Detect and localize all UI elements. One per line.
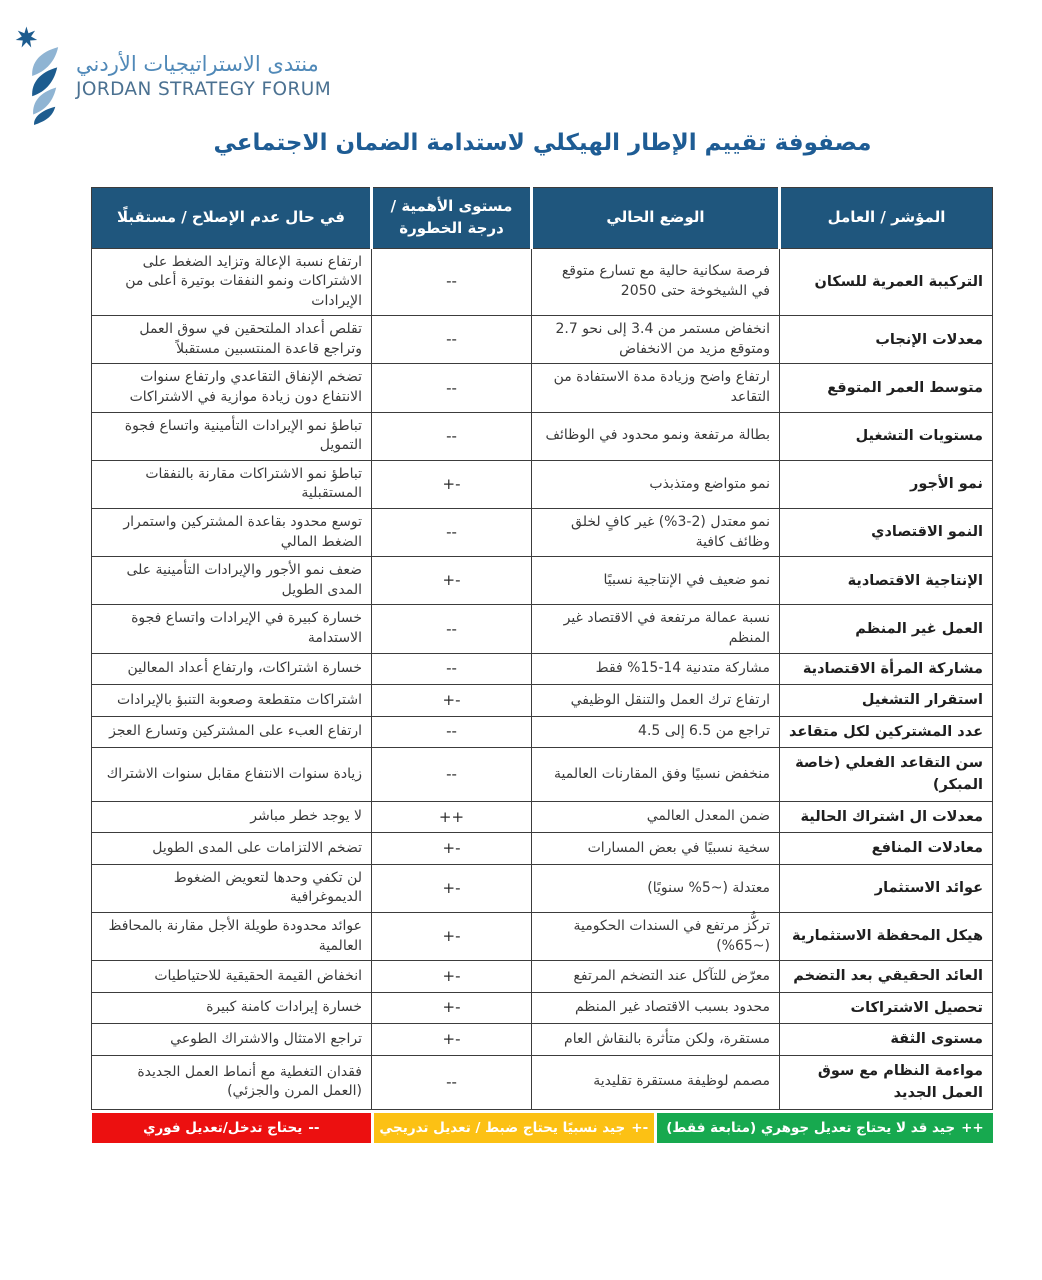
table-row [92, 748, 993, 802]
future-risk-cell: لن تكفي وحدها لتعويض الضغوط الديموغرافية [92, 864, 372, 912]
column-header-current-status: الوضع الحالي [532, 188, 780, 249]
importance-level-cell: +- [372, 1024, 532, 1055]
future-risk-cell: ارتفاع نسبة الإعالة وتزايد الضغط على الاشتراكات ونمو النفقات بوتيرة أعلى من الإيرادات [92, 248, 372, 316]
future-risk-cell: خسارة إيرادات كامنة كبيرة [92, 992, 372, 1023]
logo-arabic-text: منتدى الاستراتيجيات الأردني [76, 52, 319, 76]
table-row [92, 833, 993, 864]
indicator-cell: عدد المشتركين لكل متقاعد [780, 716, 993, 747]
importance-level-cell: -- [372, 605, 532, 653]
table-row [92, 801, 993, 832]
importance-level-cell: +- [372, 961, 532, 992]
table-row [92, 509, 993, 557]
future-risk-cell: خسارة اشتراكات، وارتفاع أعداد المعالين [92, 653, 372, 684]
importance-level-cell: +- [372, 833, 532, 864]
table-row [92, 605, 993, 653]
importance-level-cell: -- [372, 509, 532, 557]
ribbon-icon [32, 47, 58, 125]
table-row [92, 1024, 993, 1055]
current-status-cell: مصمم لوظيفة مستقرة تقليدية [532, 1055, 780, 1109]
legend-label: يحتاج تدخل/تعديل فوري [143, 1119, 303, 1136]
future-risk-cell: تراجع الامتثال والاشتراك الطوعي [92, 1024, 372, 1055]
future-risk-cell: عوائد محدودة طويلة الأجل مقارنة بالمحافظ العالمية [92, 913, 372, 961]
importance-level-cell: -- [372, 412, 532, 460]
indicator-cell: سن التقاعد الفعلي (خاصة المبكر) [780, 748, 993, 802]
future-risk-cell: تباطؤ نمو الاشتراكات مقارنة بالنفقات المستقبلية [92, 460, 372, 508]
current-status-cell: معتدلة (~5% سنويًا) [532, 864, 780, 912]
table-row [92, 316, 993, 364]
table-row [92, 557, 993, 605]
importance-level-cell: +- [372, 913, 532, 961]
indicator-cell: استقرار التشغيل [780, 685, 993, 716]
importance-level-cell: +- [372, 992, 532, 1023]
future-risk-cell: لا يوجد خطر مباشر [92, 801, 372, 832]
jsf-logo [10, 26, 331, 126]
future-risk-cell: تضخم الإنفاق التقاعدي وارتفاع سنوات الانتفاع دون زيادة موازية في الاشتراكات [92, 364, 372, 412]
indicator-cell: متوسط العمر المتوقع [780, 364, 993, 412]
page-title: مصفوفة تقييم الإطار الهيكلي لاستدامة الضمان الاجتماعي [213, 130, 872, 156]
indicator-cell: التركيبة العمرية للسكان [780, 248, 993, 316]
indicator-cell: مستوى الثقة [780, 1024, 993, 1055]
indicator-cell: معادلات المنافع [780, 833, 993, 864]
current-status-cell: معرّض للتآكل عند التضخم المرتفع [532, 961, 780, 992]
legend-label: جيد نسبيًا يحتاج ضبط / تعديل تدريجي [379, 1119, 626, 1136]
indicator-cell: مستويات التشغيل [780, 412, 993, 460]
future-risk-cell: توسع محدود بقاعدة المشتركين واستمرار الضغط المالي [92, 509, 372, 557]
legend-symbol: ++ [961, 1119, 984, 1136]
table-row [92, 1055, 993, 1109]
importance-level-cell: -- [372, 316, 532, 364]
column-header-indicator: المؤشر / العامل [780, 188, 993, 249]
current-status-cell: سخية نسبيًا في بعض المسارات [532, 833, 780, 864]
current-status-cell: نمو متواضع ومتذبذب [532, 460, 780, 508]
column-header-future-risk: في حال عدم الإصلاح / مستقبلًا [92, 188, 372, 249]
importance-level-cell: -- [372, 248, 532, 316]
column-header-importance-level: مستوى الأهمية / درجة الخطورة [372, 188, 532, 249]
indicator-cell: معدلات ال اشتراك الحالية [780, 801, 993, 832]
jsf-logo-icon [10, 26, 64, 126]
indicator-cell: الإنتاجية الاقتصادية [780, 557, 993, 605]
future-risk-cell: تقلص أعداد الملتحقين في سوق العمل وتراجع قاعدة المنتسبين مستقبلاً [92, 316, 372, 364]
future-risk-cell: تضخم الالتزامات على المدى الطويل [92, 833, 372, 864]
assessment-matrix-table [91, 187, 993, 1110]
current-status-cell: مشاركة متدنية 14-15% فقط [532, 653, 780, 684]
current-status-cell: تراجع من 6.5 إلى 4.5 [532, 716, 780, 747]
current-status-cell: فرصة سكانية حالية مع تسارع متوقع في الشيخوخة حتى 2050 [532, 248, 780, 316]
table-row [92, 653, 993, 684]
legend-symbol: -- [308, 1119, 320, 1136]
future-risk-cell: ضعف نمو الأجور والإيرادات التأمينية على المدى الطويل [92, 557, 372, 605]
importance-level-cell: ++ [372, 801, 532, 832]
table-row [92, 412, 993, 460]
current-status-cell: نسبة عمالة مرتفعة في الاقتصاد غير المنظم [532, 605, 780, 653]
future-risk-cell: زيادة سنوات الانتفاع مقابل سنوات الاشتراك [92, 748, 372, 802]
table-row [92, 961, 993, 992]
header-row [92, 188, 993, 249]
logo-text [76, 52, 331, 126]
current-status-cell: انخفاض مستمر من 3.4 إلى نحو 2.7 ومتوقع مزيد من الانخفاض [532, 316, 780, 364]
importance-level-cell: +- [372, 864, 532, 912]
importance-level-cell: +- [372, 685, 532, 716]
importance-level-cell: -- [372, 1055, 532, 1109]
legend [92, 1113, 993, 1143]
indicator-cell: نمو الأجور [780, 460, 993, 508]
legend-symbol: +- [631, 1119, 649, 1136]
future-risk-cell: اشتراكات متقطعة وصعوبة التنبؤ بالإيرادات [92, 685, 372, 716]
future-risk-cell: ارتفاع العبء على المشتركين وتسارع العجز [92, 716, 372, 747]
current-status-cell: نمو معتدل (2-3%) غير كافٍ لخلق وظائف كافية [532, 509, 780, 557]
indicator-cell: مشاركة المرأة الاقتصادية [780, 653, 993, 684]
table-row [92, 460, 993, 508]
future-risk-cell: خسارة كبيرة في الإيرادات واتساع فجوة الاستدامة [92, 605, 372, 653]
current-status-cell: ضمن المعدل العالمي [532, 801, 780, 832]
indicator-cell: تحصيل الاشتراكات [780, 992, 993, 1023]
table-row [92, 992, 993, 1023]
indicator-cell: العائد الحقيقي بعد التضخم [780, 961, 993, 992]
future-risk-cell: تباطؤ نمو الإيرادات التأمينية واتساع فجوة التمويل [92, 412, 372, 460]
current-status-cell: نمو ضعيف في الإنتاجية نسبيًا [532, 557, 780, 605]
current-status-cell: ارتفاع واضح وزيادة مدة الاستفادة من التقاعد [532, 364, 780, 412]
legend-item-critical [92, 1113, 371, 1143]
legend-item-moderate [374, 1113, 654, 1143]
indicator-cell: العمل غير المنظم [780, 605, 993, 653]
importance-level-cell: +- [372, 460, 532, 508]
table-row [92, 685, 993, 716]
table-row [92, 248, 993, 316]
importance-level-cell: +- [372, 557, 532, 605]
importance-level-cell: -- [372, 653, 532, 684]
assessment-matrix [92, 187, 993, 1143]
importance-level-cell: -- [372, 748, 532, 802]
current-status-cell: بطالة مرتفعة ونمو محدود في الوظائف [532, 412, 780, 460]
current-status-cell: منخفض نسبيًا وفق المقارنات العالمية [532, 748, 780, 802]
current-status-cell: تركُّز مرتفع في السندات الحكومية (~65%) [532, 913, 780, 961]
star-icon [16, 26, 38, 47]
current-status-cell: مستقرة، ولكن متأثرة بالنقاش العام [532, 1024, 780, 1055]
indicator-cell: النمو الاقتصادي [780, 509, 993, 557]
logo-english-text: JORDAN STRATEGY FORUM [76, 79, 332, 100]
importance-level-cell: -- [372, 364, 532, 412]
table-row [92, 864, 993, 912]
indicator-cell: هيكل المحفظة الاستثمارية [780, 913, 993, 961]
table-row [92, 364, 993, 412]
importance-level-cell: -- [372, 716, 532, 747]
current-status-cell: ارتفاع ترك العمل والتنقل الوظيفي [532, 685, 780, 716]
future-risk-cell: انخفاض القيمة الحقيقية للاحتياطيات [92, 961, 372, 992]
table-row [92, 913, 993, 961]
indicator-cell: مواءمة النظام مع سوق العمل الجديد [780, 1055, 993, 1109]
current-status-cell: محدود بسبب الاقتصاد غير المنظم [532, 992, 780, 1023]
legend-label: جيد قد لا يحتاج تعديل جوهري (متابعة فقط) [666, 1119, 956, 1136]
table-row [92, 716, 993, 747]
legend-item-good [657, 1113, 993, 1143]
indicator-cell: عوائد الاستثمار [780, 864, 993, 912]
indicator-cell: معدلات الإنجاب [780, 316, 993, 364]
future-risk-cell: فقدان التغطية مع أنماط العمل الجديدة (العمل المرن والجزئي) [92, 1055, 372, 1109]
